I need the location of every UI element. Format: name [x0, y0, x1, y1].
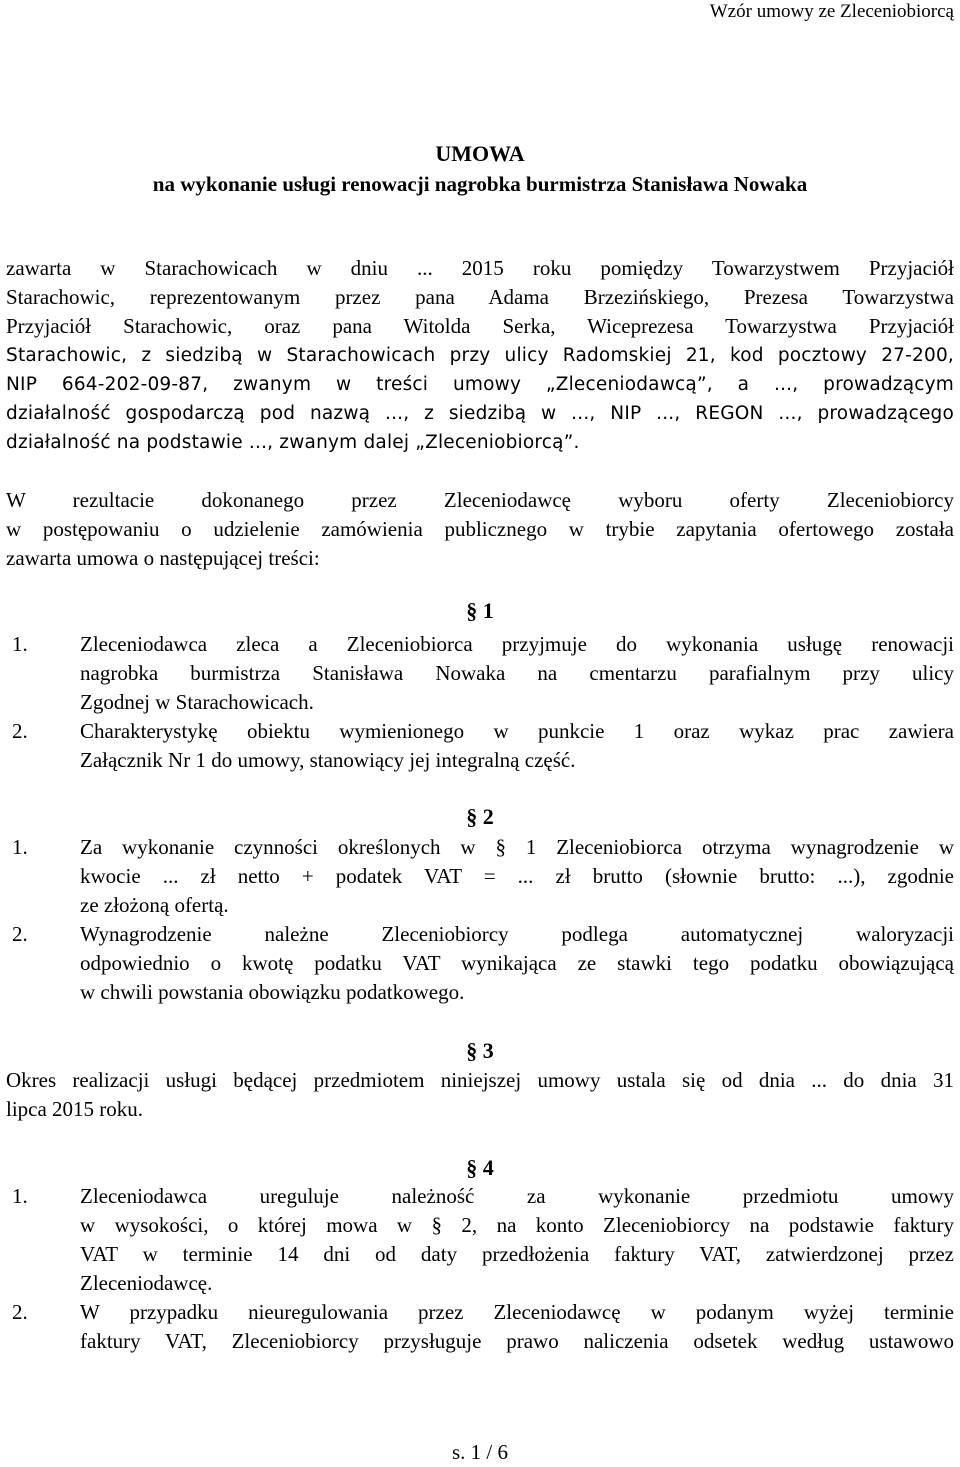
section-3-heading: § 3	[466, 1038, 494, 1063]
list-item	[6, 1182, 954, 1298]
list-item	[6, 717, 954, 775]
page-number: s. 1 / 6	[451, 1440, 508, 1464]
preamble-line: W rezultacie dokonanego przez Zleceniodawcę wyboru oferty Zleceniobiorcy	[6, 488, 954, 512]
list-item	[6, 630, 954, 717]
item-line: ze złożoną ofertą.	[80, 893, 229, 917]
section-3-line: lipca 2015 roku.	[6, 1097, 144, 1121]
preamble-paragraph	[6, 486, 954, 573]
item-line: nagrobka burmistrza Stanisława Nowaka na cmentarzu parafialnym przy ulicy	[80, 661, 954, 685]
section-2-heading: § 2	[466, 804, 494, 829]
item-number: 2.	[12, 922, 28, 946]
item-line: kwocie ... zł netto + podatek VAT = ... zł brutto (słownie brutto: ...), zgodnie	[80, 864, 954, 888]
item-number: 2.	[12, 719, 28, 743]
intro-line: Starachowic, reprezentowanym przez pana Adama Brzezińskiego, Prezesa Towarzystwa	[6, 285, 954, 309]
list-item	[6, 833, 954, 920]
section-4-list	[6, 1182, 954, 1356]
section-3-line: Okres realizacji usługi będącej przedmiotem niniejszej umowy ustala się od dnia ... do dnia 31	[6, 1068, 954, 1092]
item-line: VAT w terminie 14 dni od daty przedłożenia faktury VAT, zatwierdzonej przez	[80, 1242, 954, 1266]
item-line: Zleceniodawcę.	[80, 1271, 213, 1295]
list-item	[6, 1298, 954, 1356]
intro-line: Starachowic, z siedzibą w Starachowicach przy ulicy Radomskiej 21, kod pocztowy 27-200,	[6, 345, 954, 366]
section-1-list	[6, 630, 954, 775]
item-number: 2.	[12, 1300, 28, 1324]
preamble-line: w postępowaniu o udzielenie zamówienia publicznego w trybie zapytania ofertowego została	[6, 517, 954, 541]
item-line: faktury VAT, Zleceniobiorcy przysługuje prawo naliczenia odsetek według ustawowo	[80, 1329, 954, 1353]
item-line: odpowiednio o kwotę podatku VAT wynikająca ze stawki tego podatku obowiązującą	[80, 951, 954, 975]
intro-line: działalność gospodarczą pod nazwą ..., z siedzibą w ..., NIP ..., REGON ..., prowadzącego	[6, 403, 954, 424]
document-title	[0, 139, 960, 199]
item-line: Załącznik Nr 1 do umowy, stanowiący jej integralną część.	[80, 748, 576, 772]
item-line: Zleceniodawca zleca a Zleceniobiorca przyjmuje do wykonania usługę renowacji	[80, 632, 954, 656]
intro-line: zawarta w Starachowicach w dniu ... 2015 roku pomiędzy Towarzystwem Przyjaciół	[6, 256, 954, 280]
intro-line: Przyjaciół Starachowic, oraz pana Witolda Serka, Wiceprezesa Towarzystwa Przyjaciół	[6, 314, 954, 338]
intro-line: NIP 664-202-09-87, zwanym w treści umowy „Zleceniodawcą”, a ..., prowadzącym	[6, 374, 954, 395]
item-line: w chwili powstania obowiązku podatkowego.	[80, 980, 465, 1004]
intro-line: działalność na podstawie ..., zwanym dalej „Zleceniobiorcą”.	[6, 432, 580, 453]
item-line: Wynagrodzenie należne Zleceniobiorcy podlega automatycznej waloryzacji	[80, 922, 954, 946]
preamble-line: zawarta umowa o następującej treści:	[6, 546, 320, 570]
item-line: W przypadku nieuregulowania przez Zleceniodawcę w podanym wyżej terminie	[80, 1300, 954, 1324]
section-1-heading: § 1	[466, 598, 494, 623]
item-line: Zgodnej w Starachowicach.	[80, 690, 314, 714]
item-line: w wysokości, o której mowa w § 2, na konto Zleceniobiorcy na podstawie faktury	[80, 1213, 954, 1237]
item-number: 1.	[12, 835, 28, 859]
running-header: Wzór umowy ze Zleceniobiorcą	[709, 1, 954, 22]
section-4-heading: § 4	[466, 1155, 494, 1180]
intro-paragraph	[6, 254, 954, 457]
item-number: 1.	[12, 1184, 28, 1208]
item-line: Charakterystykę obiektu wymienionego w punkcie 1 oraz wykaz prac zawiera	[80, 719, 954, 743]
list-item	[6, 920, 954, 1007]
item-line: Zleceniodawca ureguluje należność za wykonanie przedmiotu umowy	[80, 1184, 954, 1208]
title-line-subject: na wykonanie usługi renowacji nagrobka burmistrza Stanisława Nowaka	[152, 172, 808, 196]
item-number: 1.	[12, 632, 28, 656]
item-line: Za wykonanie czynności określonych w § 1 Zleceniobiorca otrzyma wynagrodzenie w	[80, 835, 954, 859]
title-line-umowa: UMOWA	[435, 141, 525, 166]
section-2-list	[6, 833, 954, 1007]
section-3-paragraph	[6, 1066, 954, 1124]
